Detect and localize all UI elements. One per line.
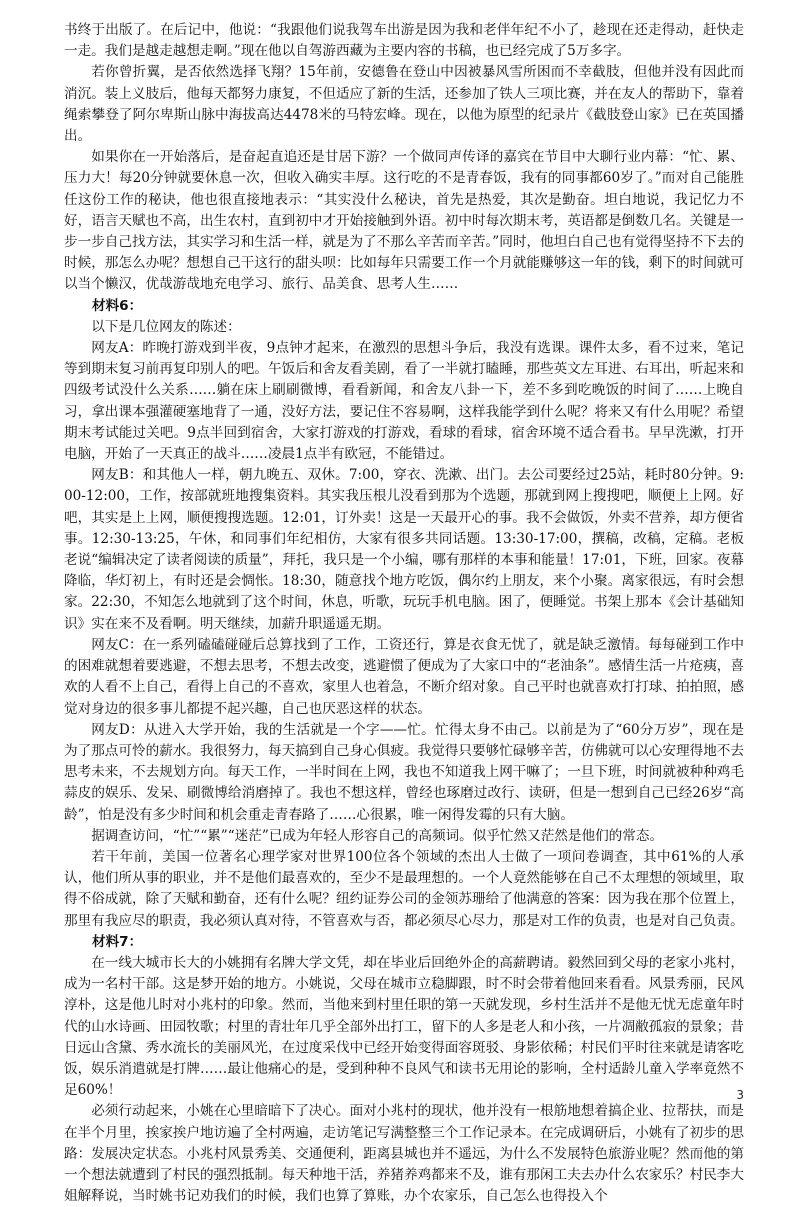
body-paragraph: 必须行动起来，小姚在心里暗暗下了决心。面对小兆村的现状，他并没有一根筋地想着搞企业、拉帮扶，而是在半个月里，挨家挨户地访遍了全村两遍，走访笔记写满整整三个工作记录本。在完成调研后，小姚有了初步的思路：发展决定状态。小兆村风景秀美、交通便利，距离县城也并不遥远，为什么不发展特色旅游业呢？然而他的第一个想法就遭到了村民的强烈抵制。每天种地干活，养猪养鸡都来不及，谁有那闲工夫去办什么农家乐？村民李大姐解释说，当时姚书记劝我们的时候，我们也算了算账，办个农家乐，自己怎么也得投入个: [64, 1103, 744, 1205]
body-paragraph: 据调查访问，“忙”“累”“迷茫”已成为年轻人形容自己的高频词。似乎忙然又茫然是他们的常态。: [91, 827, 664, 844]
page-number: 3: [736, 1088, 744, 1102]
body-paragraph: 网友A：昨晚打游戏到半夜，9点钟才起来，在激烈的思想斗争后，我没有选课。课件太多，看不过来，笔记等到期末复习前再复印别人的吧。午饭后和舍友看美剧，看了一半就打瞌睡，那些英文左耳进、右耳出，听起来和四级考试没什么关系……躺在床上刷刷微博，看看新闻，和舍友八卦一下，差不多到吃晚饭的时间了……上晚自习，拿出课本强灌硬塞地背了一通，没好方法，要记住不容易啊，这样我能学到什么呢？将来又有什么用呢？希望期末考试能过关吧。9点半回到宿舍，大家打游戏的打游戏，看球的看球，宿舍环境不适合看书。早早洗漱，打开电脑，开始了一天真正的战斗……凌晨1点半有欧冠，不能错过。: [64, 340, 744, 463]
body-paragraph: 书终于出版了。在后记中，他说：“我跟他们说我驾车出游是因为我和老伴年纪不小了，趁现在还走得动，赶快走一走。我们是越走越想走啊。”现在他以自驾游西藏为主要内容的书稿，也已经完成了5万多字。: [64, 22, 744, 60]
document-page: [64, 20, 744, 1207]
body-paragraph: 若你曾折翼，是否依然选择飞翔？15年前，安德鲁在登山中因被暴风雪所困而不幸截肢，但他并没有因此而消沉。装上义肢后，他每天都努力康复，不但适应了新的生活，还参加了铁人三项比赛，并在友人的帮助下，靠着绳索攀登了阿尔卑斯山脉中海拔高达4478米的马特宏峰。现在，以他为原型的纪录片《截肢登山家》已在英国播出。: [64, 64, 744, 145]
body-paragraph: 如果你在一开始落后，是奋起直追还是甘居下游？一个做同声传译的嘉宾在节目中大聊行业内幕：“忙、累、压力大！每20分钟就要休息一次，但收入确实丰厚。这行吃的不是青春饭，我有的同事都60岁了。”而对自己能胜任这份工作的秘诀，他也很直接地表示：“其实没什么秘诀，首先是热爱，其次是勤奋。坦白地说，我记忆力不好，语言天赋也不高，出生农村，直到初中才开始接触到外语。初中时每次期末考，英语都是倒数几名。关键是一步一步自己找方法，其实学习和生活一样，就是为了不那么辛苦而辛苦。”同时，他坦白自己也有觉得坚持不下去的时候，那怎么办呢？想想自己干这行的甜头呗：比如每年只需要工作一个月就能赚够这一年的钱，剩下的时间就可以当个懒汉，优哉游哉地充电学习、旅行、品美食、思考人生……: [64, 149, 744, 293]
body-paragraph: 若干年前，美国一位著名心理学家对世界100位各个领域的杰出人士做了一项问卷调查，其中61%的人承认，他们所从事的职业，并不是他们最喜欢的，至少不是最理想的。一个人竟然能够在自己不太理想的领域里，取得不俗成就，除了天赋和勤奋，还有什么呢？纽约证券公司的金领苏珊给了他满意的答案：因为我在那个位置上，那里有我应尽的职责，我必须认真对待，不管喜欢与否，都必须尽心尽力，那是对工作的负责，也是对自己负责。: [64, 848, 744, 929]
body-paragraph: 网友D：从进入大学开始，我的生活就是一个字——忙。忙得太身不由己。以前是为了“60分万岁”，现在是为了那点可怜的薪水。我很努力，每天搞到自己身心俱疲。我觉得只要够忙碌够辛苦，仿佛就可以心安理得地不去思考未来，不去规划方向。每天工作，一半时间在上网，我也不知道我上网干嘛了；一旦下班，时间就被种种鸡毛蒜皮的娱乐、发呆、刷微博给消磨掉了。我也不想这样，曾经也琢磨过改行、读研，但是一想到自己已经26岁“高龄”，怕是没有多少时间和机会重走青春路了……心很累，唯一闲得发霉的只有大脑。: [64, 721, 744, 823]
body-paragraph: 网友C：在一系列磕磕碰碰后总算找到了工作，工资还行，算是衣食无忧了，就是缺乏激情。每每碰到工作中的困难就想着要逃避，不想去思考，不想去改变，逃避惯了便成为了大家口中的“老油条”。感情生活一片疮痍，喜欢的人看不上自己，看得上自己的不喜欢，家里人也着急，不断介绍对象。自己平时也就喜欢打打球、拍拍照，感觉对身边的很多事儿都提不起兴趣，自己也厌恶这样的状态。: [64, 636, 744, 717]
section-heading: 材料6：: [92, 297, 143, 314]
body-paragraph: 以下是几位网友的陈述：: [91, 318, 241, 335]
section-heading: 材料7：: [92, 933, 143, 950]
body-paragraph: 在一线大城市长大的小姚拥有名牌大学文凭，却在毕业后回绝外企的高薪聘请。毅然回到父母的老家小兆村，成为一名村干部。这是梦开始的地方。小姚说，父母在城市立稳脚跟，时不时会带着他回来看看。风景秀丽，民风淳朴，这是他儿时对小兆村的印象。然而，当他来到村里任职的第一天就发现，乡村生活并不是他无忧无虑童年时代的山水诗画、田园牧歌；村里的青壮年几乎全部外出打工，留下的人多是老人和小孩，一片凋敝孤寂的景象；昔日远山含黛、秀水流长的美丽风光，在过度采伐中已经开始变得面容斑驳、身影依稀；村民们平时往来就是请客吃饭，娱乐消遣就是打牌……最让他痛心的是，受到种种不良风气和读书无用论的影响，全村适龄儿童入学率竟然不足60%！: [64, 954, 744, 1099]
body-paragraph: 网友B：和其他人一样，朝九晚五、双休。7:00，穿衣、洗漱、出门。去公司要经过25站，耗时80分钟。9:00-12:00，工作，按部就班地搜集资料。其实我压根儿没看到那为个选题，那就到网上搜搜吧，顺便上上网。好吧，其实是上上网，顺便搜搜选题。12:01，订外卖！这是一天最开心的事。我不会做饭，外卖不营养，却方便省事。12:30-13:25，午休，和同事们年纪相仿，大家有很多共同话题。13:30-17:00，撰稿，改稿，定稿。老板老说“编辑决定了读者阅读的质量”，拜托，我只是一个小编，哪有那样的本事和能量！17:01，下班，回家。夜幕降临，华灯初上，有时还是会惆怅。18:30，随意找个地方吃饭，偶尔约上朋友，来个小聚。离家很远，有时会想家。22:30，不知怎么地就到了这个时间，休息，听歌，玩玩手机电脑。困了，便睡觉。书架上那本《会计基础知识》实在来不及看啊。明天继续，加薪升职遥遥无期。: [64, 467, 744, 632]
